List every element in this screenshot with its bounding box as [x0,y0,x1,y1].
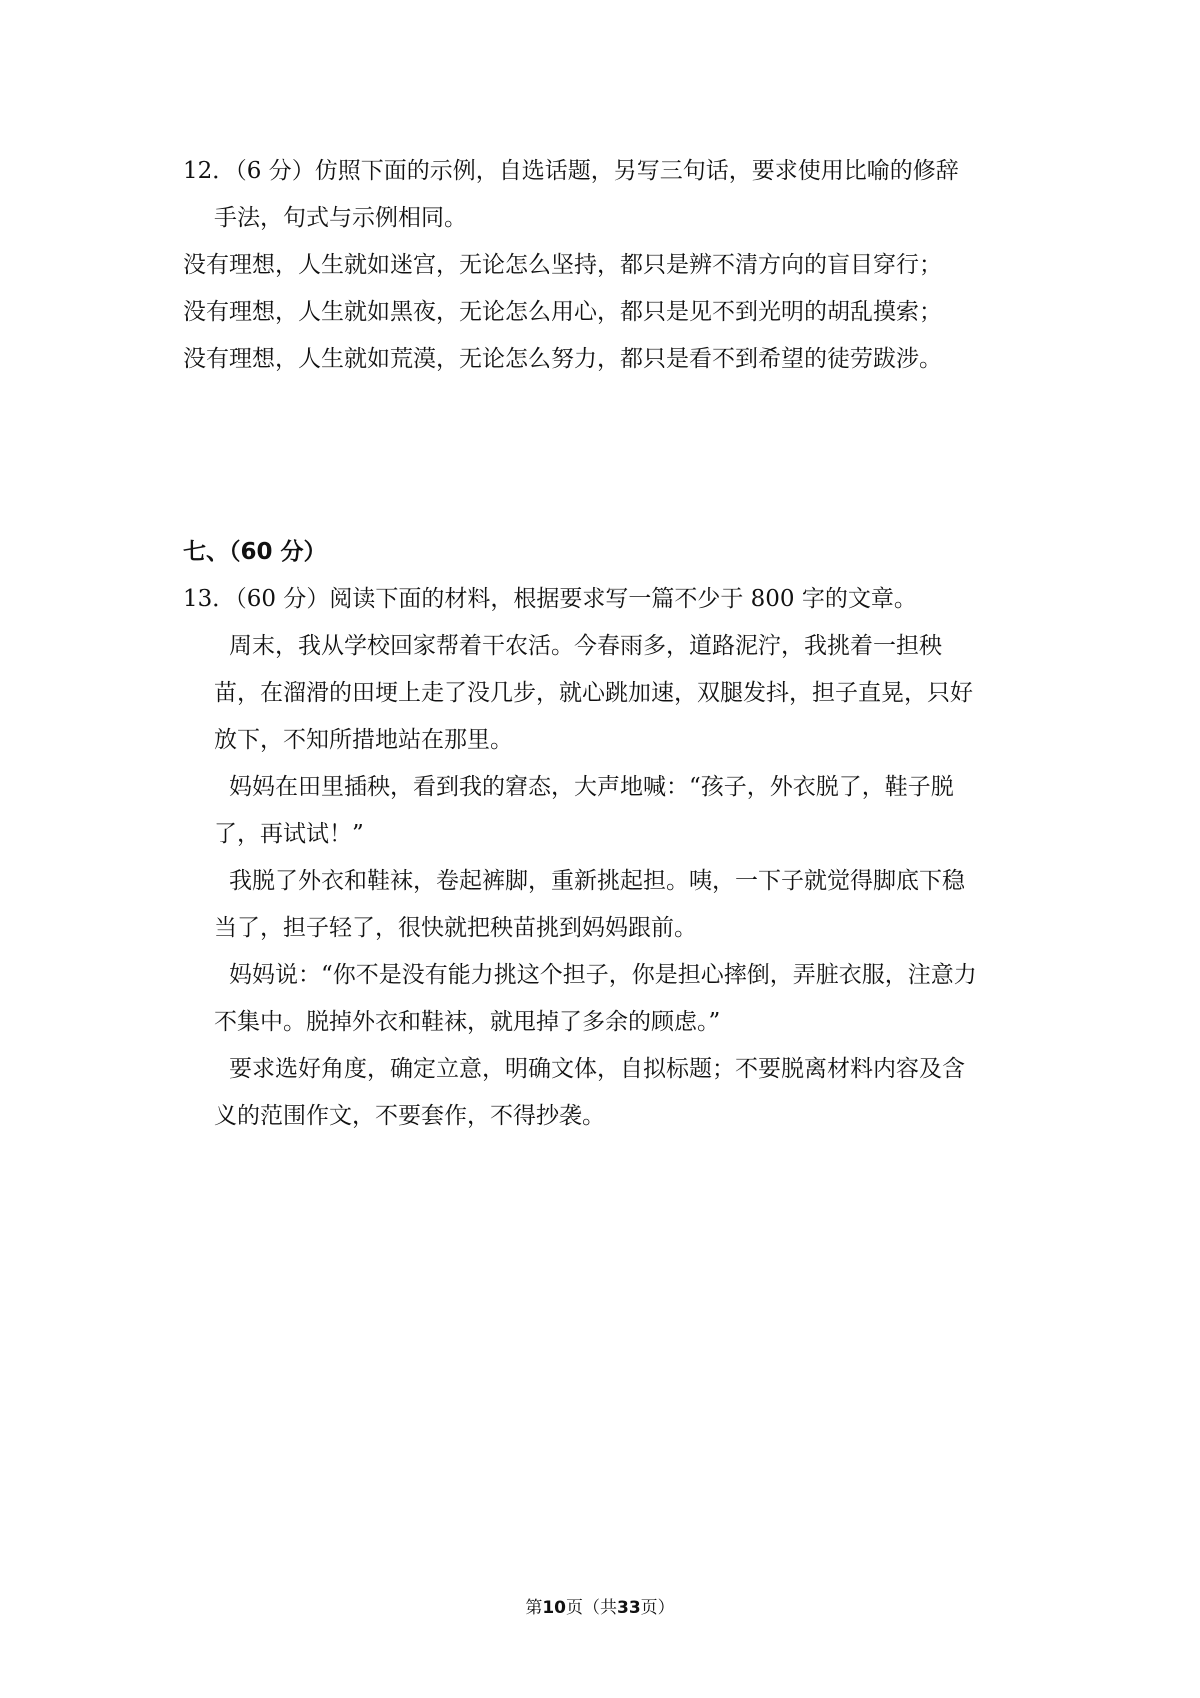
footer-middle: 页（共 [566,1598,617,1618]
page-footer [0,1596,1200,1620]
question-12-prompt-line-2: 手法，句式与示例相同。 [214,205,467,231]
page-number: 10 [542,1598,566,1618]
section-heading-7: 七、（60 分） [183,539,327,565]
paragraph-line: 要求选好角度，确定立意，明确文体，自拟标题；不要脱离材料内容及含 [229,1056,965,1082]
paragraph-line: 妈妈说：“你不是没有能力挑这个担子，你是担心摔倒，弄脏衣服，注意力 [229,962,977,988]
footer-prefix: 第 [525,1598,543,1618]
paragraph-line: 义的范围作文，不要套作，不得抄袭。 [214,1103,605,1129]
total-pages: 33 [617,1598,641,1618]
question-12-prompt-line-1: 12．（6 分）仿照下面的示例，自选话题，另写三句话，要求使用比喻的修辞 [183,158,959,184]
paragraph-line: 周末，我从学校回家帮着干农活。今春雨多，道路泥泞，我挑着一担秧 [229,633,942,659]
paragraph-line: 当了，担子轻了，很快就把秧苗挑到妈妈跟前。 [214,915,697,941]
paragraph-line: 了，再试试！” [214,821,364,847]
paragraph-line: 不集中。脱掉外衣和鞋袜，就甩掉了多余的顾虑。” [214,1009,721,1035]
paragraph-line: 妈妈在田里插秧，看到我的窘态，大声地喊：“孩子，外衣脱了，鞋子脱 [229,774,954,800]
paragraph-line: 苗，在溜滑的田埂上走了没几步，就心跳加速，双腿发抖，担子直晃，只好 [214,680,973,706]
question-13-prompt: 13．（60 分）阅读下面的材料，根据要求写一篇不少于 800 字的文章。 [183,586,917,612]
example-sentence-3: 没有理想，人生就如荒漠，无论怎么努力，都只是看不到希望的徒劳跋涉。 [183,346,942,372]
paragraph-line: 我脱了外衣和鞋袜，卷起裤脚，重新挑起担。咦，一下子就觉得脚底下稳 [229,868,965,894]
example-sentence-2: 没有理想，人生就如黑夜，无论怎么用心，都只是见不到光明的胡乱摸索； [183,299,942,325]
footer-suffix: 页） [640,1598,675,1618]
paragraph-line: 放下，不知所措地站在那里。 [214,727,513,753]
example-sentence-1: 没有理想，人生就如迷宫，无论怎么坚持，都只是辨不清方向的盲目穿行； [183,252,942,278]
